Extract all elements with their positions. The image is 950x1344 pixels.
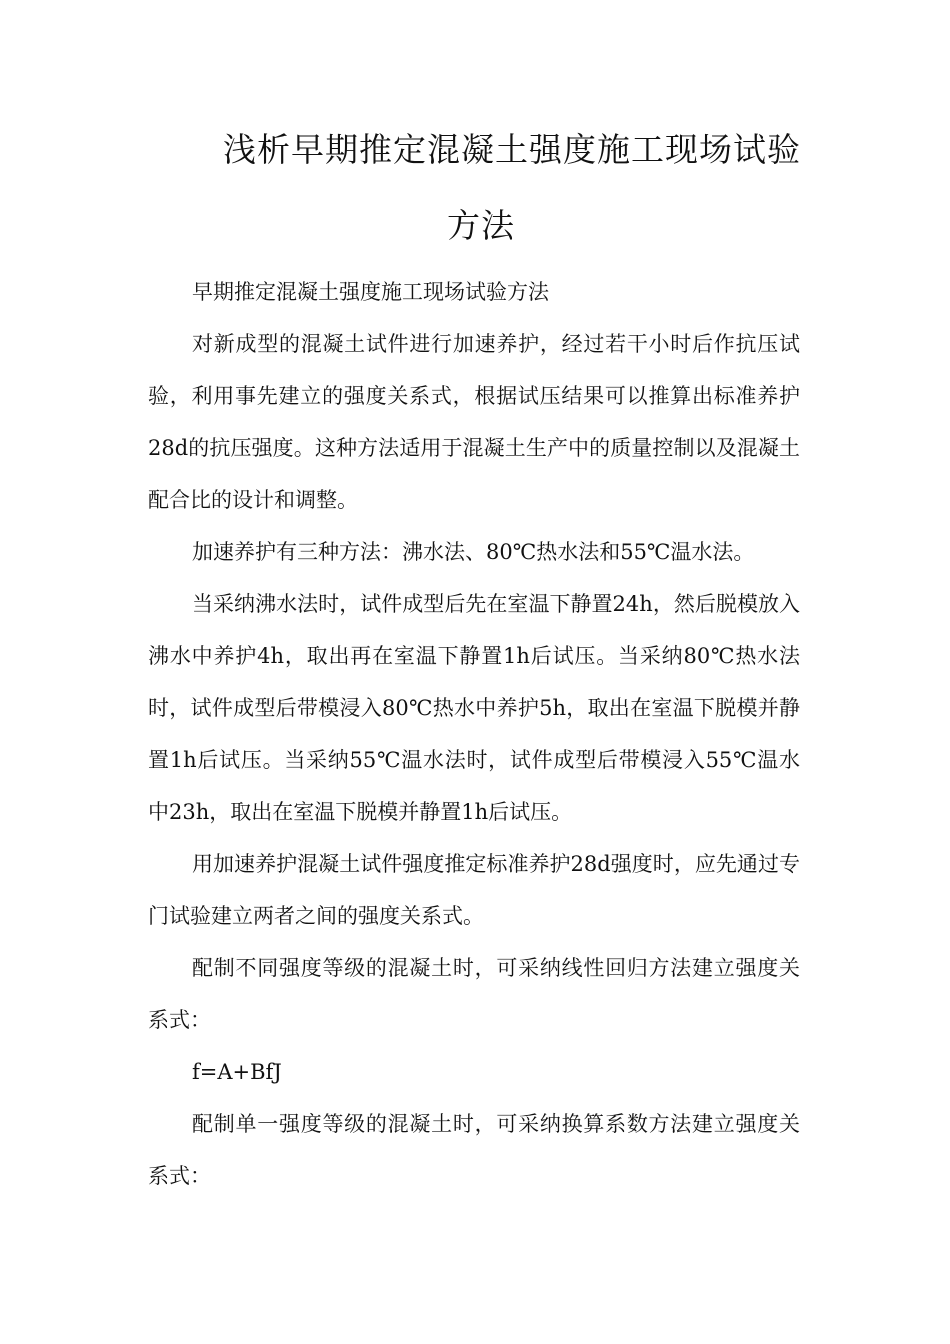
document-body <box>148 266 800 1202</box>
paragraph-procedures: 当采纳沸水法时，试件成型后先在室温下静置24h，然后脱模放入沸水中养护4h，取出再在室温下静置1h后试压。当采纳80℃热水法时，试件成型后带模浸入80℃热水中养护5h，取出在室温下脱模并静置1h后试压。当采纳55℃温水法时，试件成型后带模浸入55℃温水中23h，取出在室温下脱模并静置1h后试压。 <box>148 592 800 824</box>
paragraph-regression: 配制不同强度等级的混凝土时，可采纳线性回归方法建立强度关系式： <box>148 956 800 1032</box>
paragraph-intro: 对新成型的混凝土试件进行加速养护，经过若干小时后作抗压试验，利用事先建立的强度关系式，根据试压结果可以推算出标准养护28d的抗压强度。这种方法适用于混凝土生产中的质量控制以及混凝土配合比的设计和调整。 <box>148 332 800 512</box>
paragraph-subtitle: 早期推定混凝土强度施工现场试验方法 <box>192 280 549 304</box>
paragraph-conversion: 配制单一强度等级的混凝土时，可采纳换算系数方法建立强度关系式： <box>148 1112 800 1188</box>
title-line-1: 浅析早期推定混凝土强度施工现场试验 <box>223 130 801 169</box>
paragraph-relation: 用加速养护混凝土试件强度推定标准养护28d强度时，应先通过专门试验建立两者之间的强度关系式。 <box>148 852 800 928</box>
title-line-2: 方法 <box>447 206 515 245</box>
document-title <box>145 112 805 264</box>
paragraph-methods: 加速养护有三种方法：沸水法、80℃热水法和55℃温水法。 <box>192 540 755 564</box>
formula: f=A+BfJ <box>192 1060 282 1084</box>
